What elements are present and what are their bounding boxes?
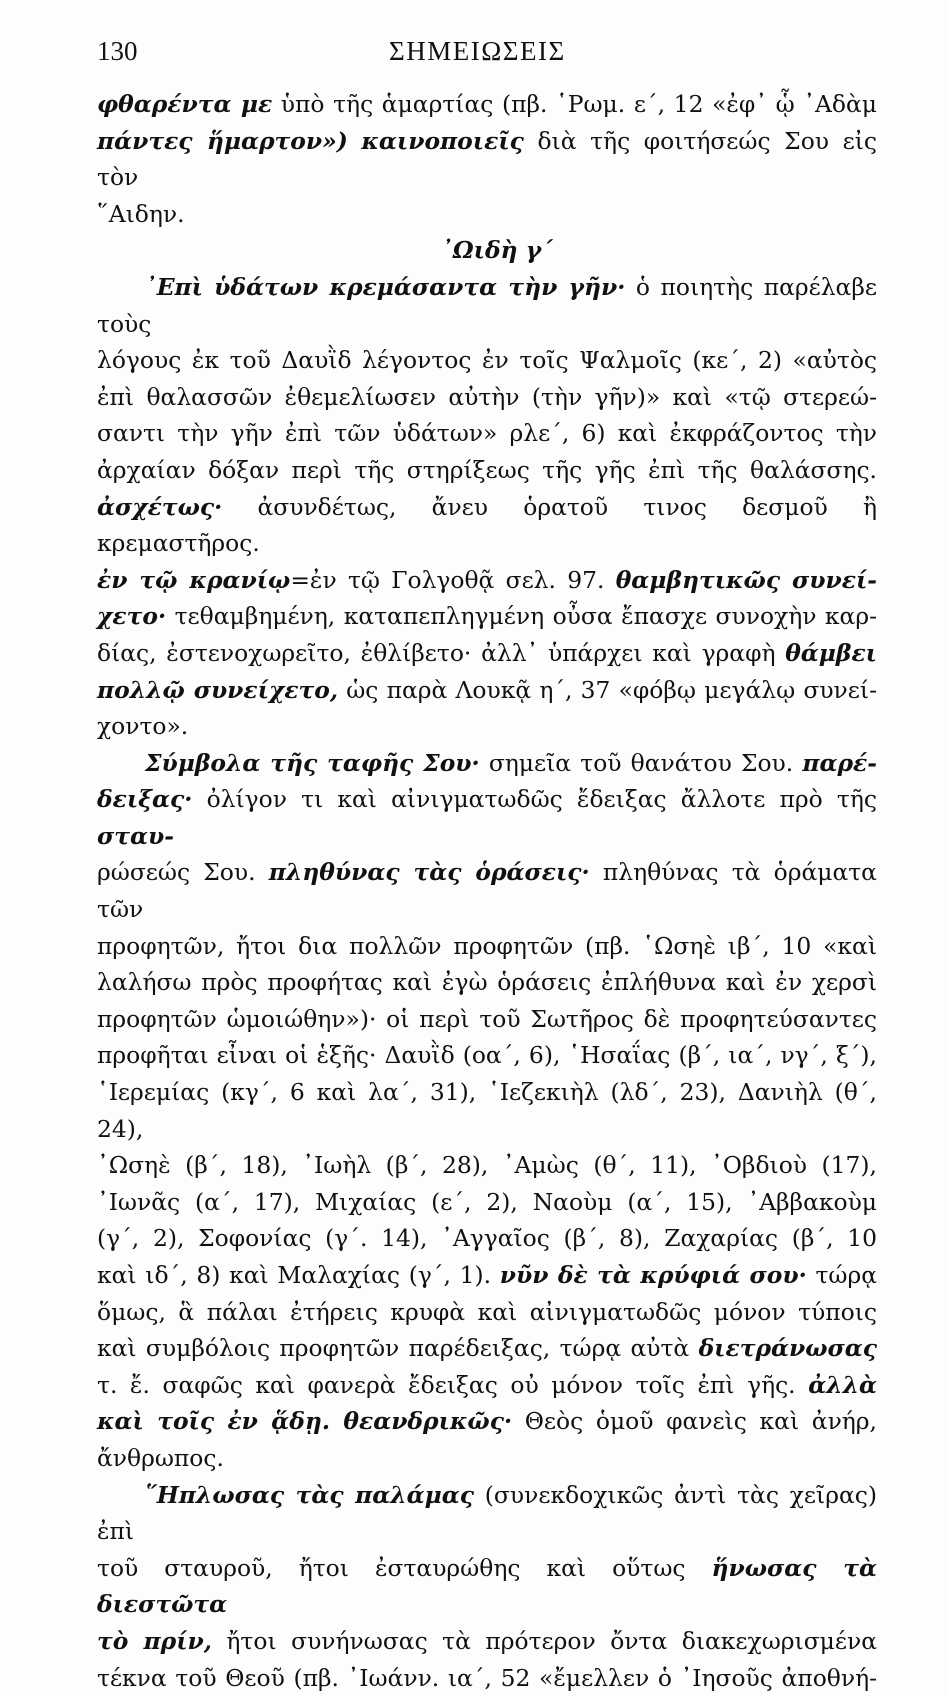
- text-line: [97, 1257, 877, 1294]
- line-text: ἀρχαίαν δόξαν περὶ τῆς στηρίξεως τῆς γῆς ἐπὶ τῆς θαλάσσης.: [97, 455, 877, 484]
- line-text: [348, 127, 362, 155]
- text-line: [97, 1660, 877, 1696]
- emphasized-term: πάντες ἥμαρτον»): [97, 126, 348, 155]
- line-text: λαλήσω πρὸς προφήτας καὶ ἐγὼ ὁράσεις ἐπλήθυνα καὶ ἐν χερσὶ: [97, 968, 877, 997]
- line-text: χοντο».: [97, 712, 189, 741]
- emphasized-term: πληθύνας τὰς ὁράσεις·: [268, 858, 590, 887]
- emphasized-term: χετο·: [97, 602, 167, 631]
- text-line: [97, 928, 877, 965]
- line-text: καὶ ιδ΄, 8) καὶ Μαλαχίας (γ΄, 1).: [97, 1261, 500, 1289]
- text-line: [97, 598, 877, 635]
- text-line: [97, 86, 877, 123]
- text-line: [97, 342, 877, 379]
- text-line: [97, 745, 877, 782]
- page-number: 130: [97, 36, 138, 66]
- text-line: [97, 1037, 877, 1074]
- text-line: [97, 196, 877, 233]
- text-line: [97, 1330, 877, 1367]
- emphasized-term: θάμβει: [785, 638, 877, 667]
- line-text: ρώσεώς Σου.: [97, 858, 269, 887]
- line-text: λόγους ἐκ τοῦ Δαυῒδ λέγοντος ἐν τοῖς Ψαλμοῖς (κε΄, 2) «αὐτὸς: [97, 346, 877, 375]
- text-line: [97, 562, 877, 599]
- text-line: [97, 1477, 877, 1550]
- line-text: (γ΄, 2), Σοφονίας (γ΄. 14), ᾿Αγγαῖος (β΄, 8), Ζαχαρίας (β΄, 10: [97, 1224, 877, 1253]
- text-line: [97, 1001, 877, 1038]
- line-text: σαντι τὴν γῆν ἐπὶ τῶν ὑδάτων» ρλε΄, 6) καὶ ἐκφράζοντος τὴν: [97, 419, 877, 448]
- emphasized-term: τὸ πρίν,: [97, 1626, 212, 1655]
- emphasized-term: φθαρέντα με: [97, 90, 273, 118]
- emphasized-term: ἥνωσας τὰ διεστῶτα: [97, 1553, 877, 1619]
- text-line: [97, 1550, 877, 1623]
- text-line: [97, 781, 877, 854]
- line-text: (συνεκδοχικῶς ἀντὶ τὰς χεῖρας) ἐπὶ: [97, 1480, 877, 1546]
- line-text: προφητῶν, ἤτοι δια πολλῶν προφητῶν (πβ. ῾Ωσηὲ ιβ΄, 10 «καὶ: [97, 931, 877, 960]
- line-text: ῞Αιδην.: [97, 199, 185, 228]
- emphasized-term: ἀλλὰ: [808, 1370, 877, 1399]
- line-text: καὶ συμβόλοις προφητῶν παρέδειξας, τώρᾳ αὐτὰ: [97, 1334, 699, 1363]
- emphasized-term: ᾿Ωιδὴ γ΄: [441, 236, 553, 265]
- line-text: προφῆται εἶναι οἱ ἑξῆς· Δαυῒδ (οα΄, 6), ῾Ησαΐας (β΄, ια΄, νγ΄, ξ΄),: [97, 1041, 877, 1070]
- line-text: ὑπὸ τῆς ἁμαρτίας (πβ. ῾Ρωμ. ε΄, 12 «ἐφ᾿ ᾧ ᾿Αδὰμ: [272, 90, 877, 118]
- line-text: τώρᾳ: [806, 1261, 878, 1289]
- line-text: δίας, ἐστενοχωρεῖτο, ἐθλίβετο· ἀλλ᾿ ὑπάρχει καὶ γραφὴ: [97, 638, 786, 667]
- text-line: [97, 269, 877, 342]
- line-text: ἄνθρωπος.: [97, 1443, 224, 1472]
- line-text: διὰ τῆς φοιτήσεώς Σου εἰς τὸν: [97, 126, 877, 192]
- text-line: [97, 379, 877, 416]
- text-line: [97, 1294, 877, 1331]
- text-line: [97, 1220, 877, 1257]
- text-line: [97, 1184, 877, 1221]
- text-line: [97, 708, 877, 745]
- notes-body: [97, 86, 877, 1696]
- emphasized-term: Σύμβολα τῆς ταφῆς Σου·: [145, 748, 480, 777]
- text-line: [97, 1403, 877, 1440]
- line-text: ἐπὶ θαλασσῶν ἐθεμελίωσεν αὐτὴν (τὴν γῆν)» καὶ «τῷ στερεώ-: [97, 382, 877, 411]
- line-text: ὡς παρὰ Λουκᾷ η΄, 37 «φόβῳ μεγάλῳ συνεί-: [338, 675, 877, 704]
- emphasized-term: νῦν δὲ τὰ κρύφιά σου·: [499, 1261, 807, 1289]
- emphasized-term: ᾿Επὶ ὑδάτων κρεμάσαντα τὴν γῆν·: [145, 272, 626, 301]
- line-text: πληθύνας τὰ ὁράματα τῶν: [97, 858, 877, 924]
- line-text: ὁ ποιητὴς παρέλαβε τοὺς: [97, 272, 877, 338]
- text-line: [97, 123, 877, 196]
- emphasized-term: πολλῷ συνείχετο,: [97, 675, 339, 704]
- line-text: τ. ἔ. σαφῶς καὶ φανερὰ ἔδειξας οὐ μόνον τοῖς ἐπὶ γῆς.: [97, 1370, 809, 1399]
- line-text: ῾Ιερεμίας (κγ΄, 6 καὶ λα΄, 31), ῾Ιεζεκιὴλ (λδ΄, 23), Δανιὴλ (θ΄, 24),: [97, 1078, 877, 1143]
- line-text: ὅμως, ἃ πάλαι ἐτήρεις κρυφὰ καὶ αἰνιγματωδῶς μόνον τύποις: [97, 1297, 877, 1326]
- emphasized-term: ἀσχέτως·: [97, 492, 223, 521]
- line-text: ἤτοι συνήνωσας τὰ πρότερον ὄντα διακεχωρισμένα: [211, 1626, 877, 1655]
- text-line: [97, 635, 877, 672]
- text-line: [97, 1440, 877, 1477]
- emphasized-term: θαμβητικῶς συνεί-: [615, 565, 877, 594]
- emphasized-term: καινοποιεῖς: [361, 126, 524, 155]
- line-text: προφητῶν ὡμοιώθην»)· οἱ περὶ τοῦ Σωτῆρος δὲ προφητεύσαντες: [97, 1004, 877, 1033]
- emphasized-term: δειξας·: [97, 785, 193, 814]
- text-line: [97, 452, 877, 489]
- line-text: ἀσυνδέτως, ἄνευ ὁρατοῦ τινος δεσμοῦ ἢ κρεμαστῆρος.: [97, 492, 877, 558]
- text-line: [97, 415, 877, 452]
- line-text: σημεῖα τοῦ θανάτου Σου.: [479, 748, 803, 777]
- line-text: τοῦ σταυροῦ, ἤτοι ἐσταυρώθης καὶ οὕτως: [97, 1553, 712, 1582]
- text-line: [97, 1623, 877, 1660]
- line-text: ᾿Ωσηὲ (β΄, 18), ᾿Ιωὴλ (β΄, 28), ᾿Αμὼς (θ΄, 11), ᾿Οβδιοὺ (17),: [97, 1151, 877, 1180]
- text-line: [97, 1367, 877, 1404]
- emphasized-term: ἐν τῷ κρανίῳ: [97, 565, 291, 594]
- emphasized-term: παρέ-: [802, 748, 877, 777]
- line-text: τέκνα τοῦ Θεοῦ (πβ. ᾿Ιωάνν. ια΄, 52 «ἔμελλεν ὁ ᾿Ιησοῦς ἀποθνή-: [97, 1663, 877, 1692]
- text-line: [97, 1074, 877, 1147]
- emphasized-term: καὶ τοῖς ἐν ᾅδῃ. θεανδρικῶς·: [97, 1407, 513, 1436]
- section-heading: [97, 232, 877, 269]
- line-text: =ἐν τῷ Γολγοθᾷ σελ. 97.: [290, 565, 616, 594]
- emphasized-term: ῞Ηπλωσας τὰς παλάμας: [145, 1480, 474, 1509]
- line-text: Θεὸς ὁμοῦ φανεὶς καὶ ἀνήρ,: [512, 1407, 877, 1436]
- text-line: [97, 1147, 877, 1184]
- text-line: [97, 489, 877, 562]
- text-line: [97, 672, 877, 709]
- line-text: ᾿Ιωνᾶς (α΄, 17), Μιχαίας (ε΄, 2), Ναοὺμ (α΄, 15), ᾿Αββακοὺμ: [97, 1187, 877, 1216]
- emphasized-term: διετράνωσας: [698, 1334, 877, 1363]
- emphasized-term: σταυ-: [97, 821, 174, 850]
- running-title: ΣΗΜΕΙΩΣΕΙΣ: [389, 36, 566, 66]
- line-text: τεθαμβημένη, καταπεπληγμένη οὖσα ἔπασχε συνοχὴν καρ-: [166, 602, 877, 631]
- line-text: ὀλίγον τι καὶ αἰνιγματωδῶς ἔδειξας ἄλλοτε πρὸ τῆς: [192, 785, 877, 814]
- page-header: [97, 32, 877, 76]
- text-line: [97, 964, 877, 1001]
- text-line: [97, 854, 877, 927]
